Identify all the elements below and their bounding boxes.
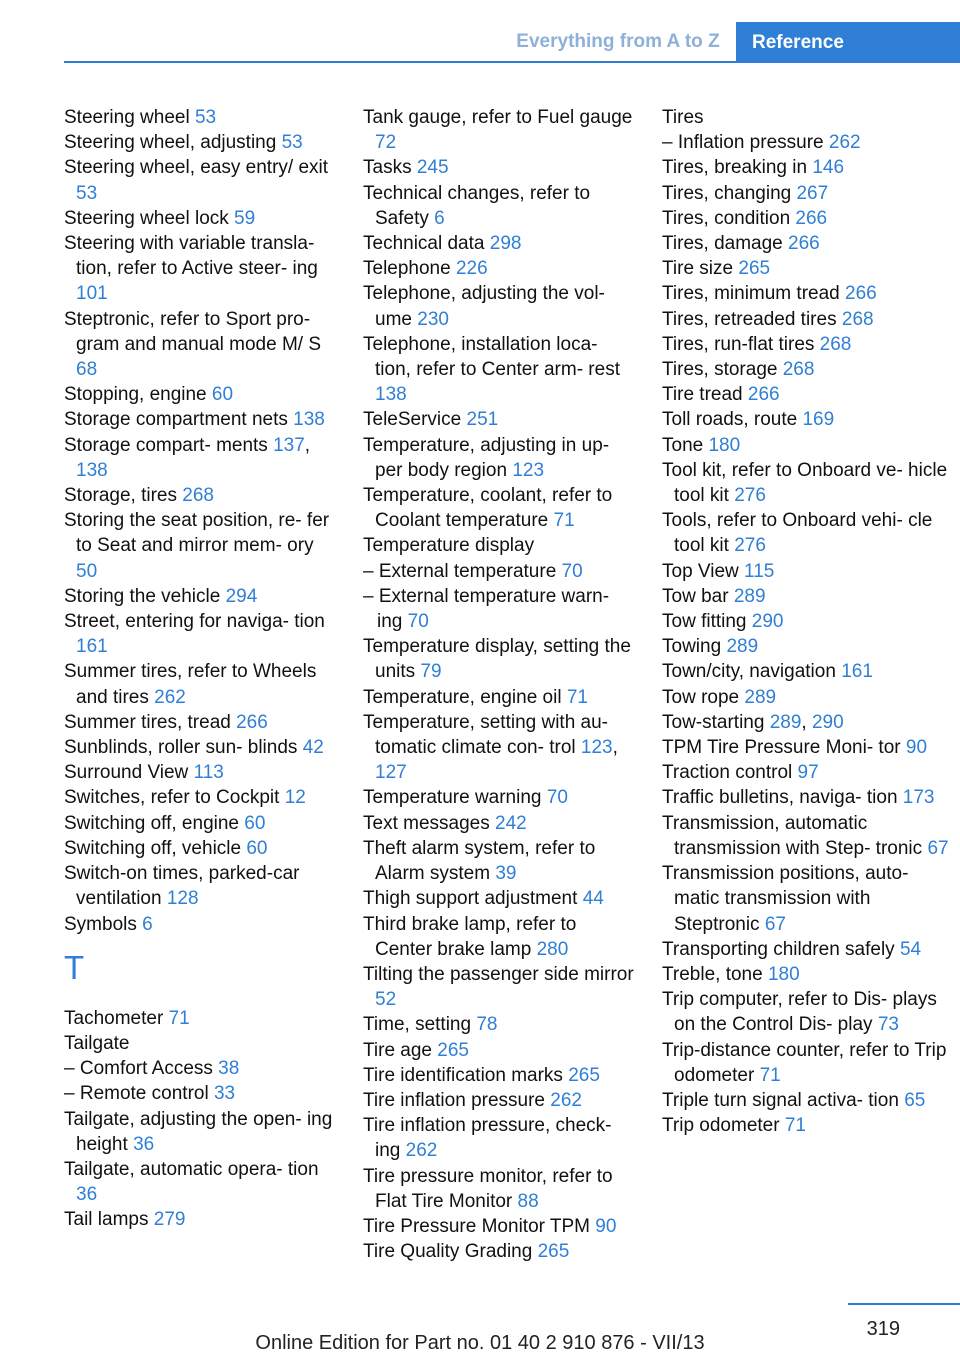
page-link[interactable]: 38 xyxy=(218,1058,240,1080)
entry-text: Tailgate xyxy=(64,1032,130,1054)
entry-text: Traction control xyxy=(662,762,793,784)
page-link[interactable]: 70 xyxy=(407,611,429,633)
entry-text: Tire Pressure Monitor TPM xyxy=(363,1215,590,1237)
index-entry xyxy=(662,1038,952,1088)
entry-text: Telephone, adjusting the vol- ume xyxy=(363,283,605,330)
page-link[interactable]: 101 xyxy=(76,283,108,305)
page-link[interactable]: 33 xyxy=(213,1083,236,1105)
index-entry xyxy=(363,912,638,962)
index-entry xyxy=(662,105,952,130)
index-entry xyxy=(64,836,339,861)
page-link[interactable]: 70 xyxy=(561,560,583,582)
entry-text: Tool kit, refer to Onboard ve- hicle tool kit xyxy=(662,459,948,507)
index-entry xyxy=(662,155,952,180)
page-number: 319 xyxy=(866,1318,900,1340)
entry-text: Telephone, installation loca- tion, refer to Center arm- rest xyxy=(363,333,620,381)
index-entry xyxy=(662,206,952,231)
entry-text: Thigh support adjustment xyxy=(363,888,578,910)
index-entry xyxy=(64,811,339,836)
page-link[interactable]: 262 xyxy=(154,686,186,708)
index-entry xyxy=(64,1157,339,1207)
entry-text: Treble, tone xyxy=(662,963,763,985)
index-entry xyxy=(662,433,952,458)
page-link[interactable]: 71 xyxy=(168,1007,190,1029)
index-entry: Storage compart- ments 137, 138 xyxy=(64,434,311,481)
index-entry xyxy=(363,1012,638,1037)
page-link[interactable]: 180 xyxy=(767,963,800,985)
index-entry xyxy=(64,130,339,155)
index-entry xyxy=(64,1107,339,1157)
index-entry xyxy=(363,685,638,710)
entry-text: Tires xyxy=(662,107,704,128)
page-link[interactable]: 97 xyxy=(797,762,819,784)
index-entry xyxy=(363,155,638,180)
entry-text: Toll roads, route xyxy=(662,409,798,431)
page-link[interactable]: 138 xyxy=(293,409,325,431)
page-link[interactable]: 161 xyxy=(841,661,873,683)
page-link[interactable]: 39 xyxy=(495,863,517,885)
index-entry xyxy=(64,508,339,584)
index-entry xyxy=(64,231,339,307)
entry-text: Tailgate, adjusting the open- ing height xyxy=(64,1108,333,1155)
entry-text: Towing xyxy=(662,636,722,658)
entry-text: Tires, run-flat tires xyxy=(662,333,815,355)
page-link[interactable]: 289 xyxy=(744,686,777,708)
index-entry xyxy=(662,508,952,558)
page-link[interactable]: 262 xyxy=(550,1089,582,1111)
entry-text: Temperature display, setting the units xyxy=(363,636,631,683)
index-entry xyxy=(662,735,952,760)
entry-text: Tow-starting xyxy=(662,711,765,733)
index-entry xyxy=(64,735,339,760)
index-entry xyxy=(363,483,638,533)
entry-text: Theft alarm system, refer to Alarm system xyxy=(363,837,596,885)
index-entry xyxy=(662,1113,952,1138)
entry-text: Temperature, setting with au- tomatic climate con- trol xyxy=(363,711,609,759)
entry-text: Switches, refer to Cockpit xyxy=(64,787,280,809)
index-entry xyxy=(64,1006,339,1031)
index-entry xyxy=(662,256,952,281)
index-entry xyxy=(64,155,339,205)
page-link[interactable]: 60 xyxy=(246,837,268,859)
index-entry xyxy=(662,685,952,710)
page-link[interactable]: 265 xyxy=(738,258,771,280)
page-link[interactable]: 173 xyxy=(902,787,935,809)
section-letter: T xyxy=(64,948,85,986)
page-link[interactable]: 71 xyxy=(553,510,575,532)
page-link[interactable]: 113 xyxy=(193,762,224,784)
index-entry xyxy=(363,407,638,432)
entry-text: Street, entering for naviga- tion xyxy=(64,611,325,633)
index-entry xyxy=(363,281,638,331)
page-link[interactable]: 290 xyxy=(751,611,784,633)
entry-text: Tires, breaking in xyxy=(662,157,808,179)
page-link[interactable]: 71 xyxy=(566,686,588,708)
entry-text: Temperature warning xyxy=(363,787,542,809)
entry-text: Storing the seat position, re- fer to Seat and mirror mem- ory xyxy=(64,510,330,557)
page-link[interactable]: 6 xyxy=(434,207,445,229)
page-link[interactable]: 289 xyxy=(769,711,802,733)
page-link[interactable]: 71 xyxy=(784,1115,806,1137)
page-link[interactable]: 180 xyxy=(708,434,741,456)
entry-text: Temperature, adjusting in up- per body region xyxy=(363,434,610,481)
index-entry xyxy=(64,659,339,709)
entry-text: Telephone xyxy=(363,258,451,280)
page-link[interactable]: 59 xyxy=(234,207,256,229)
page-link[interactable]: 60 xyxy=(211,384,234,406)
page-link[interactable]: 36 xyxy=(133,1133,155,1155)
index-entry xyxy=(363,634,638,684)
index-subentry xyxy=(662,130,952,155)
entry-text: Tailgate, automatic opera- tion xyxy=(64,1158,319,1180)
index-subentry xyxy=(363,559,638,584)
page-link[interactable]: 71 xyxy=(759,1064,781,1086)
page-link[interactable]: 276 xyxy=(734,535,766,557)
index-entry xyxy=(363,1038,638,1063)
page-link[interactable]: 6 xyxy=(142,913,153,935)
page-link[interactable]: 289 xyxy=(726,636,759,658)
index-entry xyxy=(662,181,952,206)
index-entry xyxy=(363,836,638,886)
index-entry xyxy=(662,962,952,987)
page-link[interactable]: 72 xyxy=(375,132,397,154)
index-entry xyxy=(662,760,952,785)
index-column-2 xyxy=(363,105,638,1264)
page-link[interactable]: 123 xyxy=(580,737,613,759)
page-link[interactable]: 70 xyxy=(546,787,568,809)
entry-text: Steering wheel, easy entry/ exit xyxy=(64,157,329,179)
entry-text: Summer tires, refer to Wheels and tires xyxy=(64,661,317,708)
index-entry: Tow-starting 289, 290 xyxy=(662,711,844,733)
entry-text: Technical data xyxy=(363,233,485,255)
page-link[interactable]: 280 xyxy=(536,938,569,960)
page-link[interactable]: 137 xyxy=(273,434,305,456)
entry-text: Tire Quality Grading xyxy=(363,1241,533,1263)
entry-text: Sunblinds, roller sun- blinds xyxy=(64,737,298,759)
index-entry xyxy=(662,584,952,609)
index-entry xyxy=(363,231,638,256)
page-link[interactable]: 268 xyxy=(841,308,874,330)
page-link[interactable]: 73 xyxy=(877,1014,899,1036)
entry-text: Tachometer xyxy=(64,1007,164,1029)
index-entry xyxy=(64,483,339,508)
index-entry xyxy=(64,861,339,911)
page-link[interactable]: 268 xyxy=(782,359,815,381)
index-entry xyxy=(363,181,638,231)
page-link[interactable]: 123 xyxy=(512,459,545,481)
entry-text: Temperature display xyxy=(363,535,535,557)
index-entry xyxy=(64,382,339,407)
entry-text: Top View xyxy=(662,560,739,582)
index-entry xyxy=(363,1164,638,1214)
index-entry xyxy=(363,962,638,1012)
page-link[interactable]: 298 xyxy=(489,233,522,255)
index-entry xyxy=(662,332,952,357)
index-entry xyxy=(662,307,952,332)
entry-text: – Remote control xyxy=(64,1083,209,1105)
page-link[interactable]: 262 xyxy=(828,132,861,154)
entry-text: Steering wheel lock xyxy=(64,207,229,229)
index-entry xyxy=(662,987,952,1037)
index-entry xyxy=(64,609,339,659)
index-entry xyxy=(363,1088,638,1113)
entry-text: Storage compartment nets xyxy=(64,409,288,431)
index-entry xyxy=(662,785,952,810)
index-entry xyxy=(64,105,339,130)
page-link[interactable]: 245 xyxy=(416,157,449,179)
entry-text: – External temperature warn- ing xyxy=(363,585,610,633)
index-entry xyxy=(662,861,952,937)
page-link[interactable]: 90 xyxy=(595,1215,617,1237)
index-entry xyxy=(662,609,952,634)
page-link[interactable]: 68 xyxy=(76,359,98,381)
index-column-1 xyxy=(64,105,339,1233)
page-link[interactable]: 36 xyxy=(76,1184,98,1206)
index-entry xyxy=(363,256,638,281)
page-link[interactable]: 279 xyxy=(153,1209,186,1231)
entry-text: Tone xyxy=(662,434,704,456)
index-entry xyxy=(363,1063,638,1088)
index-entry xyxy=(662,382,952,407)
page-link[interactable]: 276 xyxy=(734,485,766,507)
page-link[interactable]: 266 xyxy=(788,233,820,255)
page-link[interactable]: 265 xyxy=(437,1039,469,1061)
entry-text: Tasks xyxy=(363,157,412,179)
entry-text: Transmission positions, auto- matic transmission with Steptronic xyxy=(662,863,909,935)
entry-text: Triple turn signal activa- tion xyxy=(662,1089,899,1111)
entry-text: Tires, condition xyxy=(662,207,791,229)
entry-text: Steering wheel xyxy=(64,107,190,128)
page-link[interactable]: 67 xyxy=(927,837,949,859)
entry-text: Tire size xyxy=(662,258,734,280)
section-title: Everything from A to Z xyxy=(516,31,720,52)
index-entry xyxy=(64,206,339,231)
entry-text: Tools, refer to Onboard vehi- cle tool kit xyxy=(662,510,933,557)
entry-text: Switch-on times, parked-car ventilation xyxy=(64,863,300,910)
index-entry xyxy=(64,785,339,810)
page-link[interactable]: 161 xyxy=(76,636,108,658)
entry-text: Summer tires, tread xyxy=(64,711,231,733)
index-entry xyxy=(662,458,952,508)
entry-text: Tires, retreaded tires xyxy=(662,308,837,330)
entry-text: Tow bar xyxy=(662,585,729,607)
index-entry xyxy=(363,433,638,483)
entry-text: Third brake lamp, refer to Center brake lamp xyxy=(363,913,577,960)
page-link[interactable]: 53 xyxy=(194,107,217,128)
index-entry xyxy=(64,710,339,735)
entry-text: Steering with variable transla- tion, refer to Active steer- ing xyxy=(64,233,318,280)
index-entry xyxy=(64,912,339,937)
entry-text: Symbols xyxy=(64,913,137,935)
entry-text: Tire age xyxy=(363,1039,432,1061)
entry-text: Tires, storage xyxy=(662,359,778,381)
page-link[interactable]: 60 xyxy=(244,812,266,834)
entry-text: TPM Tire Pressure Moni- tor xyxy=(662,737,901,759)
page-link[interactable]: 90 xyxy=(905,737,928,759)
entry-text: Text messages xyxy=(363,812,490,834)
page-link[interactable]: 294 xyxy=(225,585,258,607)
index-subentry xyxy=(64,1056,339,1081)
index-entry xyxy=(64,1207,339,1232)
index-entry xyxy=(662,1088,952,1113)
index-entry xyxy=(662,659,952,684)
index-entry xyxy=(64,760,339,785)
entry-text: Tire identification marks xyxy=(363,1064,563,1086)
entry-text: Trip-distance counter, refer to Trip odometer xyxy=(662,1039,947,1086)
entry-text: – Comfort Access xyxy=(64,1058,213,1080)
entry-text: Time, setting xyxy=(363,1014,472,1036)
index-entry xyxy=(64,307,339,383)
footer-edition: Online Edition for Part no. 01 40 2 910 876 - VII/13 xyxy=(255,1332,705,1354)
page-link[interactable]: 268 xyxy=(819,333,852,355)
index-entry xyxy=(363,1214,638,1239)
page-link[interactable]: 52 xyxy=(375,989,397,1011)
page-link[interactable]: 88 xyxy=(517,1190,539,1212)
entry-text: Storage compart- ments xyxy=(64,434,268,456)
page-link[interactable]: 65 xyxy=(904,1089,926,1111)
page-link[interactable]: 230 xyxy=(417,308,449,330)
entry-text: Tank gauge, refer to Fuel gauge xyxy=(363,107,633,128)
index-entry xyxy=(64,407,339,432)
page-link[interactable]: 42 xyxy=(302,737,324,759)
entry-text: Technical changes, refer to Safety xyxy=(363,182,591,229)
index-entry xyxy=(363,105,638,155)
page-link[interactable]: 226 xyxy=(455,258,488,280)
page-link[interactable]: 50 xyxy=(76,560,98,582)
entry-text: Tire pressure monitor, refer to Flat Tire Monitor xyxy=(363,1165,613,1212)
entry-text: Tires, changing xyxy=(662,182,792,204)
page-link[interactable]: 54 xyxy=(899,938,922,960)
entry-text: – External temperature xyxy=(363,560,557,582)
index-column-3 xyxy=(662,105,952,1138)
index-entry xyxy=(363,332,638,408)
page-link[interactable]: 266 xyxy=(236,711,268,733)
page-link[interactable]: 79 xyxy=(420,661,442,683)
page-link[interactable]: 53 xyxy=(76,182,98,204)
entry-text: Traffic bulletins, naviga- tion xyxy=(662,787,898,809)
index-entry xyxy=(662,559,952,584)
page-link[interactable]: 138 xyxy=(76,459,108,481)
entry-text: Stopping, engine xyxy=(64,384,207,406)
entry-text: – Inflation pressure xyxy=(662,132,824,154)
page-link[interactable]: 128 xyxy=(166,888,199,910)
index-entry xyxy=(363,811,638,836)
index-entry xyxy=(662,634,952,659)
page-link[interactable]: 289 xyxy=(733,585,766,607)
entry-text: Temperature, coolant, refer to Coolant temperature xyxy=(363,485,613,532)
page-link[interactable]: 78 xyxy=(476,1014,498,1036)
page-link[interactable]: 146 xyxy=(812,157,845,179)
entry-text: Tow rope xyxy=(662,686,740,708)
page-link[interactable]: 267 xyxy=(796,182,829,204)
index-entry: Temperature, setting with au- tomatic climate con- trol 123, 127 xyxy=(363,711,618,784)
index-entry xyxy=(363,533,638,558)
index-entry xyxy=(64,1031,339,1056)
entry-text: Tail lamps xyxy=(64,1209,149,1231)
entry-text: TeleService xyxy=(363,409,462,431)
entry-text: Transmission, automatic transmission with Step- tronic xyxy=(662,812,923,859)
page-link[interactable]: 265 xyxy=(537,1241,570,1263)
page-link[interactable]: 12 xyxy=(284,787,306,809)
entry-text: Surround View xyxy=(64,762,189,784)
index-entry xyxy=(662,281,952,306)
page-link[interactable]: 53 xyxy=(281,132,303,154)
entry-text: Town/city, navigation xyxy=(662,661,836,683)
page-link[interactable]: 127 xyxy=(375,762,407,784)
index-entry xyxy=(662,811,952,861)
page-link[interactable]: 242 xyxy=(495,812,527,834)
entry-text: Steering wheel, adjusting xyxy=(64,132,277,154)
entry-text: Transporting children safely xyxy=(662,938,895,960)
index-entry xyxy=(64,584,339,609)
entry-text: Switching off, engine xyxy=(64,812,239,834)
index-entry xyxy=(363,1113,638,1163)
page-link[interactable]: 266 xyxy=(845,283,877,305)
page-link[interactable]: 265 xyxy=(568,1064,600,1086)
page-number-rule xyxy=(848,1303,960,1305)
entry-text: Tow fitting xyxy=(662,611,747,633)
page-link[interactable]: 67 xyxy=(764,913,786,935)
index-entry xyxy=(363,1239,638,1264)
entry-text: Tires, damage xyxy=(662,233,783,255)
entry-text: Tilting the passenger side mirror xyxy=(363,963,634,985)
entry-text: Steptronic, refer to Sport pro- gram and manual mode M/ S xyxy=(64,308,322,355)
entry-text: Tire inflation pressure, check- ing xyxy=(363,1115,612,1162)
reference-tab: Reference xyxy=(736,22,960,63)
entry-text: Switching off, vehicle xyxy=(64,837,242,859)
page-link[interactable]: 266 xyxy=(795,207,828,229)
page-link[interactable]: 262 xyxy=(405,1140,438,1162)
page-link[interactable]: 251 xyxy=(466,409,499,431)
index-entry xyxy=(662,407,952,432)
page-link[interactable]: 290 xyxy=(811,711,844,733)
entry-text: Tires, minimum tread xyxy=(662,283,840,305)
entry-text: Trip odometer xyxy=(662,1115,780,1137)
page-link[interactable]: 138 xyxy=(375,384,407,406)
entry-text: Temperature, engine oil xyxy=(363,686,562,708)
index-entry xyxy=(662,231,952,256)
page-link[interactable]: 266 xyxy=(747,384,780,406)
page-link[interactable]: 169 xyxy=(802,409,835,431)
page-link[interactable]: 115 xyxy=(744,560,775,582)
index-subentry xyxy=(64,1081,339,1106)
index-entry xyxy=(363,785,638,810)
index-entry xyxy=(662,937,952,962)
entry-text: Storing the vehicle xyxy=(64,585,221,607)
index-entry xyxy=(363,886,638,911)
page-link[interactable]: 44 xyxy=(582,888,604,910)
entry-text: Storage, tires xyxy=(64,485,177,507)
entry-text: Tire tread xyxy=(662,384,743,406)
index-subentry xyxy=(363,584,638,634)
entry-text: Trip computer, refer to Dis- plays on the Control Dis- play xyxy=(662,989,937,1036)
page-link[interactable]: 268 xyxy=(182,485,214,507)
index-entry xyxy=(662,357,952,382)
entry-text: Tire inflation pressure xyxy=(363,1089,545,1111)
